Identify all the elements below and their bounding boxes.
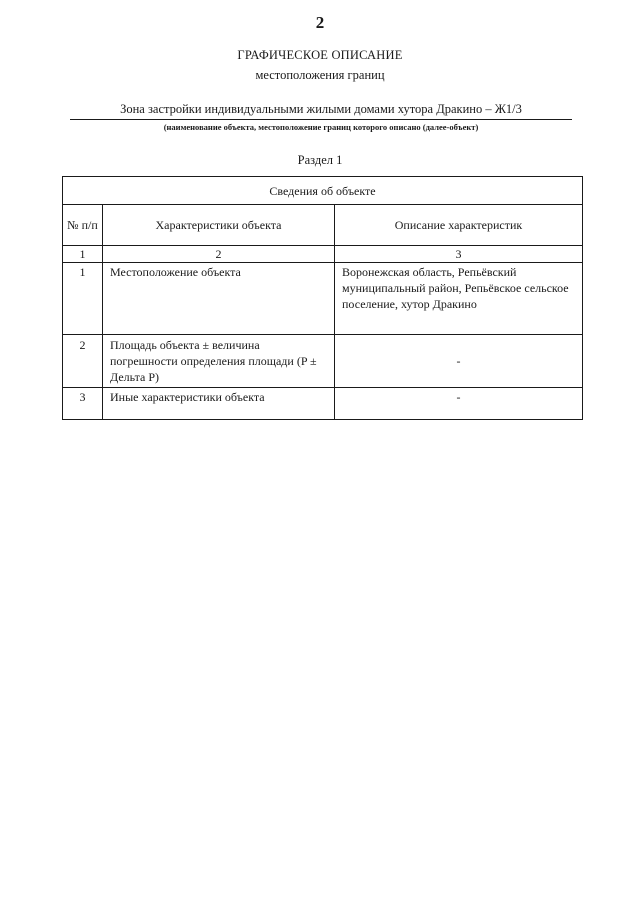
column-number: 3	[335, 246, 583, 263]
row-description: Воронежская область, Репьёвский муниципальный район, Репьёвское сельское поселение, хутор Дракино	[335, 263, 583, 335]
column-header-characteristic: Характеристики объекта	[103, 205, 335, 246]
column-header-description: Описание характеристик	[335, 205, 583, 246]
document-subtitle: местоположения границ	[255, 68, 385, 82]
row-number: 2	[63, 335, 103, 388]
object-name: Зона застройки индивидуальными жилыми домами хутора Дракино – Ж1/3	[120, 102, 522, 116]
column-numbers-row	[63, 246, 583, 263]
table-caption: Сведения об объекте	[63, 177, 583, 205]
column-header-num: № п/п	[63, 205, 103, 246]
page-number: 2	[315, 13, 325, 32]
column-number: 2	[103, 246, 335, 263]
object-info-table	[62, 176, 583, 420]
document-title: ГРАФИЧЕСКОЕ ОПИСАНИЕ	[237, 48, 403, 62]
object-name-underline	[70, 119, 572, 120]
table-row	[63, 388, 583, 420]
object-name-caption: (наименование объекта, местоположение границ которого описано (далее-объект)	[163, 122, 479, 132]
table-row	[63, 335, 583, 388]
row-characteristic: Иные характеристики объекта	[103, 388, 335, 420]
table-caption-row	[63, 177, 583, 205]
row-characteristic: Площадь объекта ± величина погрешности определения площади (P ± Дельта P)	[103, 335, 335, 388]
row-description: -	[335, 335, 583, 388]
row-number: 3	[63, 388, 103, 420]
table-row	[63, 263, 583, 335]
row-number: 1	[63, 263, 103, 335]
row-characteristic: Местоположение объекта	[103, 263, 335, 335]
row-description: -	[335, 388, 583, 420]
column-number: 1	[63, 246, 103, 263]
table-header-row	[63, 205, 583, 246]
section-title: Раздел 1	[297, 153, 343, 167]
